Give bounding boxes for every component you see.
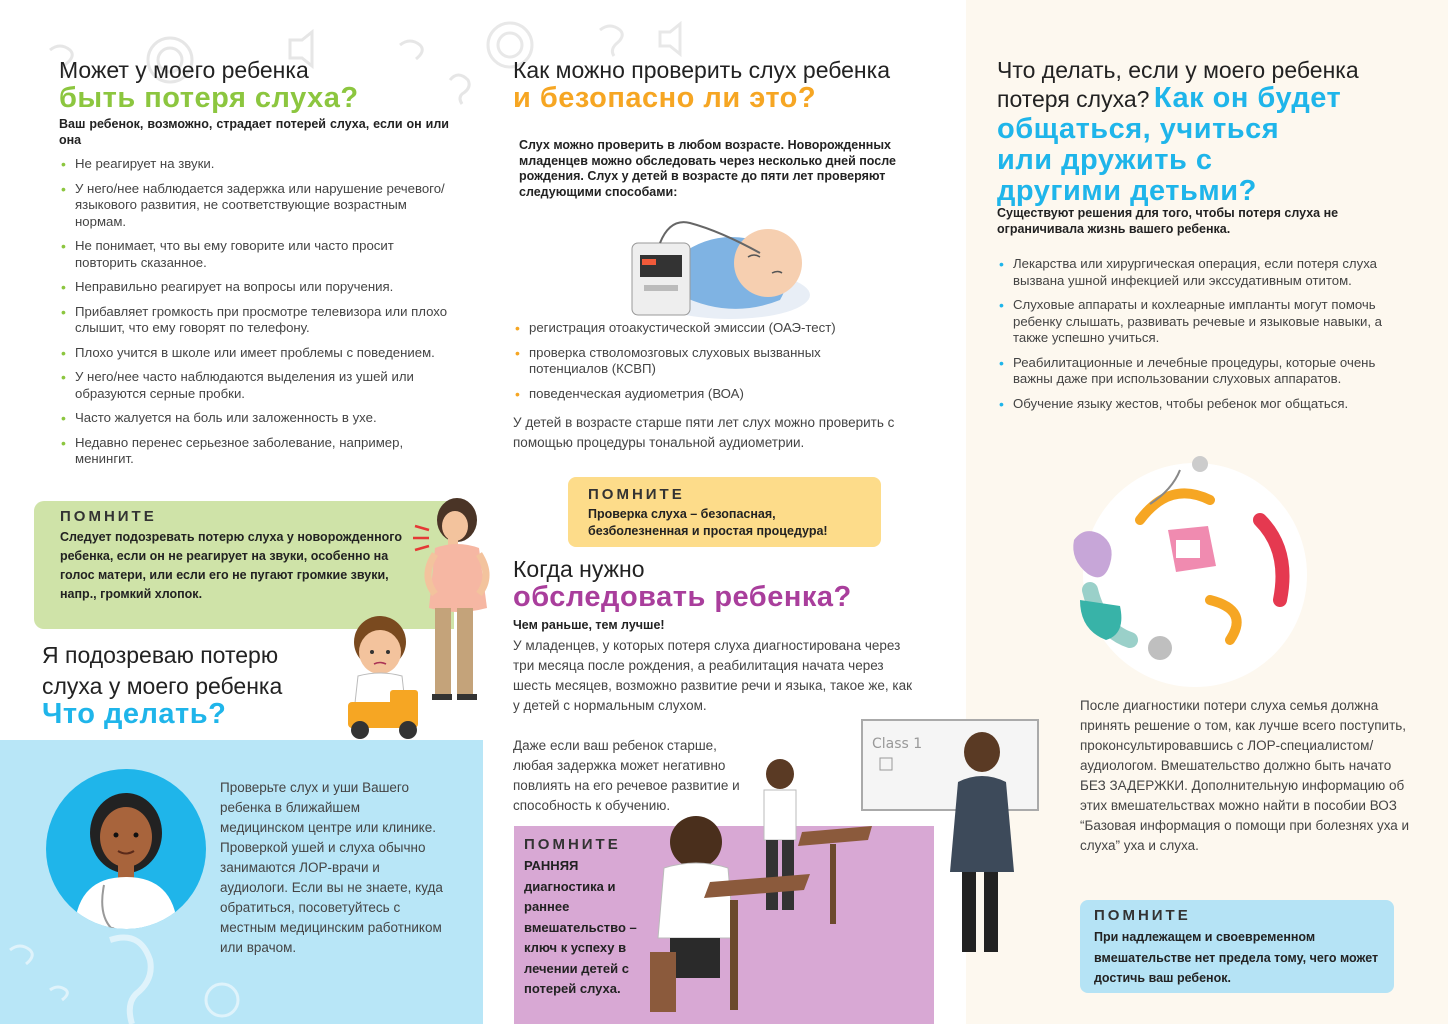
col1-suspect-line2: слуха у моего ребенка bbox=[42, 673, 283, 699]
col2-when-line1: Когда нужно bbox=[513, 556, 645, 582]
col2-heading-accent: и безопасно ли это? bbox=[513, 82, 817, 114]
remember-title: ПОМНИТЕ bbox=[60, 508, 157, 525]
list-item: • Неправильно реагирует на вопросы или поручения. bbox=[59, 279, 459, 296]
col2-when-text1: У младенцев, у которых потеря слуха диагностирована через три месяца после рождения, а реабилитация начата через шесть месяцев, возможно развитие речи и языка, такое же, как у детей с нормальным слухом. bbox=[513, 638, 912, 713]
list-item: • Не понимает, что вы ему говорите или часто просит повторить сказанное. bbox=[59, 238, 459, 271]
remember-title: ПОМНИТЕ bbox=[1094, 907, 1191, 924]
hearing-aids-illustration bbox=[1060, 450, 1330, 690]
list-item: • Лекарства или хирургическая операция, если потеря слуха вызвана ушной инфекцией или экссудативным отитом. bbox=[997, 256, 1397, 289]
list-item: • Реабилитационные и лечебные процедуры, которые очень важны даже при использовании слуховых аппаратов. bbox=[997, 355, 1397, 388]
list-item: • Плохо учится в школе или имеет проблемы с поведением. bbox=[59, 345, 459, 362]
list-item: • Обучение языку жестов, чтобы ребенок мог общаться. bbox=[997, 396, 1397, 413]
col1-bullet-list bbox=[59, 156, 459, 476]
remember-text: При надлежащем и своевременном вмешательстве нет предела тому, чего может достичь ваш ребенок. bbox=[1094, 930, 1379, 985]
col3-heading-line1: Что делать, если у моего ребенка bbox=[997, 57, 1359, 83]
remember-text: Проверка слуха – безопасная, безболезненная и простая процедура! bbox=[588, 507, 828, 538]
list-item: • Часто жалуется на боль или заложенность в ухе. bbox=[59, 410, 459, 427]
col3-heading-accent2: общаться, учиться или дружить с другими детьми? bbox=[997, 113, 1280, 207]
doctor-avatar bbox=[44, 767, 209, 932]
col3-remember-box bbox=[1080, 900, 1394, 993]
col3-heading-block bbox=[997, 83, 1417, 207]
board-text: Class 1 bbox=[872, 736, 923, 752]
col3-after-text: После диагностики потери слуха семья должна принять решение о том, как лучше всего поступить, проконсультировавшись с ЛОР-специалистом/аудиологом. Вмешательство должно быть начато БЕЗ ЗАДЕРЖКИ. Дополнительную информацию об этих вмешательствах можно найти в пособии ВОЗ “Базовая информация о помощи при болезнях уха и слуха” уха и слуха. bbox=[1080, 698, 1410, 853]
col2-heading-line1: Как можно проверить слух ребенка bbox=[513, 57, 890, 83]
list-item: • Недавно перенес серьезное заболевание, например, менингит. bbox=[59, 435, 459, 468]
col1-check-text: Проверьте слух и уши Вашего ребенка в ближайшем медицинском центре или клинике. Проверкой ушей и слуха обычно занимаются ЛОР-врачи и аудиологи. Если вы не знаете, куда обратиться, посоветуйтесь с местным медицинским работником или врачом. bbox=[220, 780, 443, 955]
col2-older-text: У детей в возрасте старше пяти лет слух можно проверить с помощью процедуры тональной аудиометрии. bbox=[513, 415, 895, 450]
col2-intro: Слух можно проверить в любом возрасте. Новорожденных младенцев можно обследовать через несколько дней после рождения. Слух у детей в возрасте до пяти лет проверяют следующими способами: bbox=[519, 138, 896, 199]
col3-intro: Существуют решения для того, чтобы потеря слуха не ограничивала жизнь вашего ребенка. bbox=[997, 206, 1339, 236]
list-item: • Не реагирует на звуки. bbox=[59, 156, 459, 173]
col1-remember-box bbox=[34, 501, 454, 629]
list-item: • проверка стволомозговых слуховых вызванных потенциалов (КСВП) bbox=[513, 345, 903, 378]
col1-suspect-line1: Я подозреваю потерю bbox=[42, 642, 279, 668]
decorative-ear-icons-bottom bbox=[0, 930, 260, 1024]
list-item: • регистрация отоакустической эмиссии (ОАЭ-тест) bbox=[513, 320, 903, 337]
classroom-illustration bbox=[640, 712, 1060, 1024]
list-item: • Слуховые аппараты и кохлеарные импланты могут помочь ребенку слышать, развивать речевые и языковые навыки, а также успешно учиться. bbox=[997, 297, 1397, 347]
remember-text: РАННЯЯ диагностика и раннее вмешательство – ключ к успеху в лечении детей с потерей слуха. bbox=[524, 858, 637, 996]
list-item: • Прибавляет громкость при просмотре телевизора или плохо слышит, что ему говорят по телефону. bbox=[59, 304, 459, 337]
col3-bullet-list bbox=[997, 256, 1397, 420]
remember-text: Следует подозревать потерю слуха у новорожденного ребенка, если он не реагирует на звуки, особенно на голос матери, или если его не пугают громкие звуки, напр., громкий хлопок. bbox=[60, 530, 402, 601]
col3-heading-accent1: Как он будет bbox=[1153, 82, 1342, 114]
col2-remember-box bbox=[568, 477, 881, 547]
col1-intro: Ваш ребенок, возможно, страдает потерей слуха, если он или она bbox=[59, 117, 449, 147]
col2-bullet-list bbox=[513, 320, 903, 410]
col1-heading-line1: Может у моего ребенка bbox=[59, 57, 309, 83]
col2-when-accent: обследовать ребенка? bbox=[513, 581, 852, 613]
remember-title: ПОМНИТЕ bbox=[524, 836, 621, 853]
col1-suspect-accent: Что делать? bbox=[42, 698, 227, 730]
list-item: • У него/нее часто наблюдаются выделения из ушей или образуются серные пробки. bbox=[59, 369, 459, 402]
baby-hearing-test-illustration bbox=[620, 215, 815, 320]
col2-sooner: Чем раньше, тем лучше! bbox=[513, 618, 665, 632]
remember-title: ПОМНИТЕ bbox=[588, 486, 685, 503]
list-item: • У него/нее наблюдается задержка или нарушение речевого/языкового развития, не соответствующие возрастным нормам. bbox=[59, 181, 459, 231]
col3-heading-line2: потеря слуха? bbox=[997, 86, 1150, 112]
col1-heading-accent: быть потеря слуха? bbox=[59, 82, 359, 114]
boy-with-toy-truck-illustration bbox=[330, 612, 430, 747]
col2-when-text2: Даже если ваш ребенок старше, любая задержка может негативно повлиять на его речевое развитие и способность к обучению. bbox=[513, 738, 740, 813]
list-item: • поведенческая аудиометрия (ВОА) bbox=[513, 386, 903, 403]
